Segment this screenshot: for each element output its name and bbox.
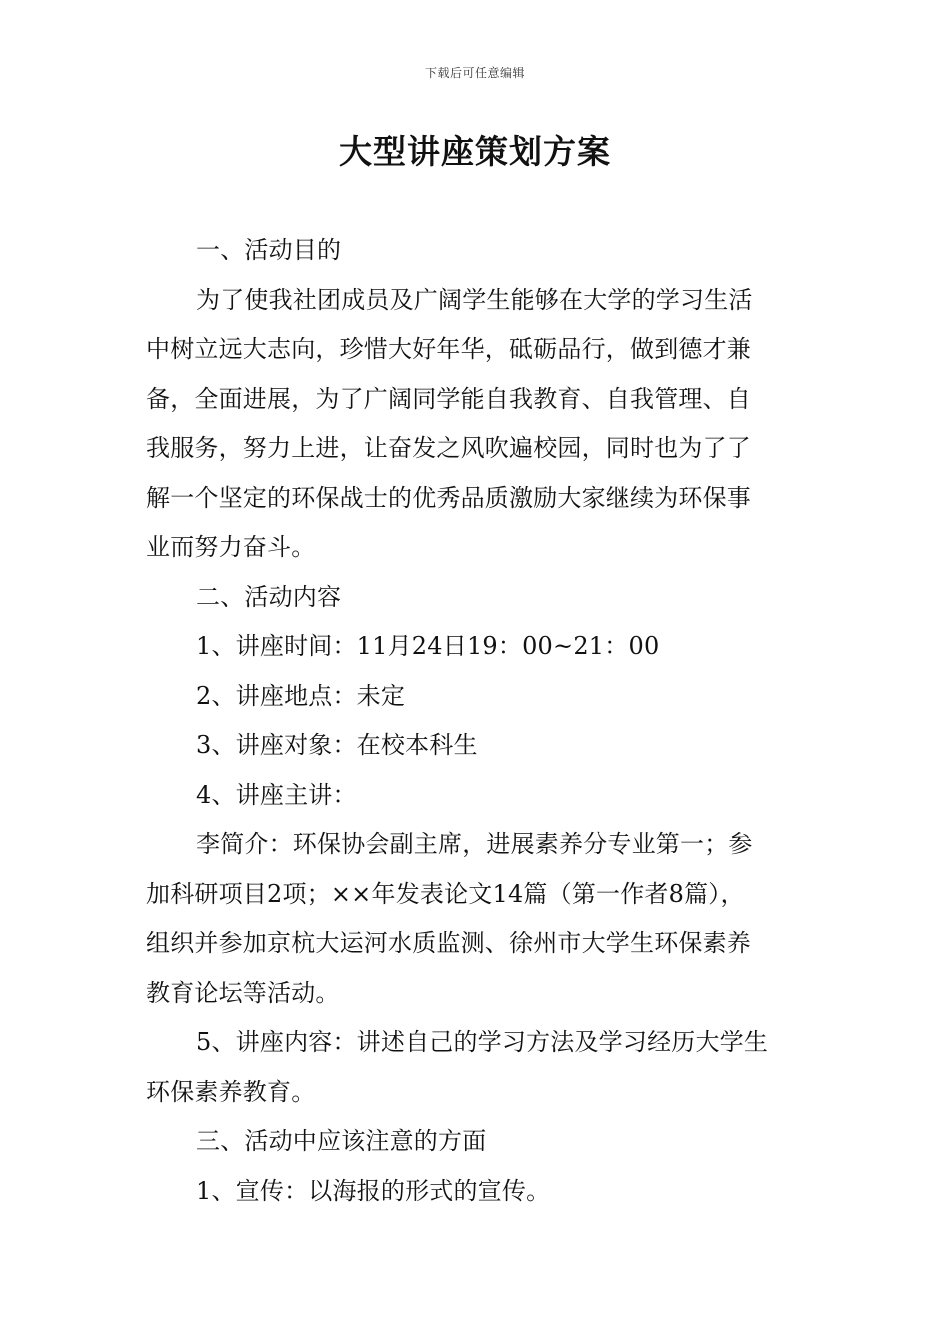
document-body (146, 226, 818, 1216)
header-note: 下载后可任意编辑 (424, 66, 525, 80)
body-line: 为了使我社团成员及广阔学生能够在大学的学习生活 (196, 285, 753, 314)
body-line: 中树立远大志向，珍惜大好年华，砥砺品行，做到德才兼 (146, 335, 751, 363)
body-line: 教育论坛等活动。 (146, 978, 340, 1007)
body-line: 5、讲座内容：讲述自己的学习方法及学习经历大学生 (196, 1028, 769, 1056)
body-line: 2、讲座地点：未定 (196, 681, 406, 710)
body-line: 三、活动中应该注意的方面 (196, 1127, 487, 1155)
body-line: 4、讲座主讲： (196, 780, 357, 809)
body-line: 二、活动内容 (196, 582, 342, 611)
body-line: 备，全面进展，为了广阔同学能自我教育、自我管理、自 (146, 384, 751, 413)
body-line: 李简介：环保协会副主席，进展素养分专业第一；参 (196, 830, 753, 858)
body-line: 环保素养教育。 (146, 1077, 316, 1106)
document-title: 大型讲座策划方案 (339, 132, 611, 171)
body-line: 1、讲座时间：11月24日19：00~21：00 (196, 632, 660, 660)
body-line: 解一个坚定的环保战士的优秀品质激励大家继续为环保事 (146, 483, 751, 512)
body-line: 组织并参加京杭大运河水质监测、徐州市大学生环保素养 (146, 929, 751, 957)
body-line: 3、讲座对象：在校本科生 (196, 731, 478, 759)
body-line: 业而努力奋斗。 (146, 533, 316, 561)
body-line: 我服务，努力上进，让奋发之风吹遍校园，同时也为了了 (146, 434, 751, 462)
body-line: 一、活动目的 (196, 236, 342, 264)
body-line: 1、宣传：以海报的形式的宣传。 (196, 1176, 551, 1205)
body-line: 加科研项目2项；××年发表论文14篇（第一作者8篇）， (146, 879, 745, 908)
